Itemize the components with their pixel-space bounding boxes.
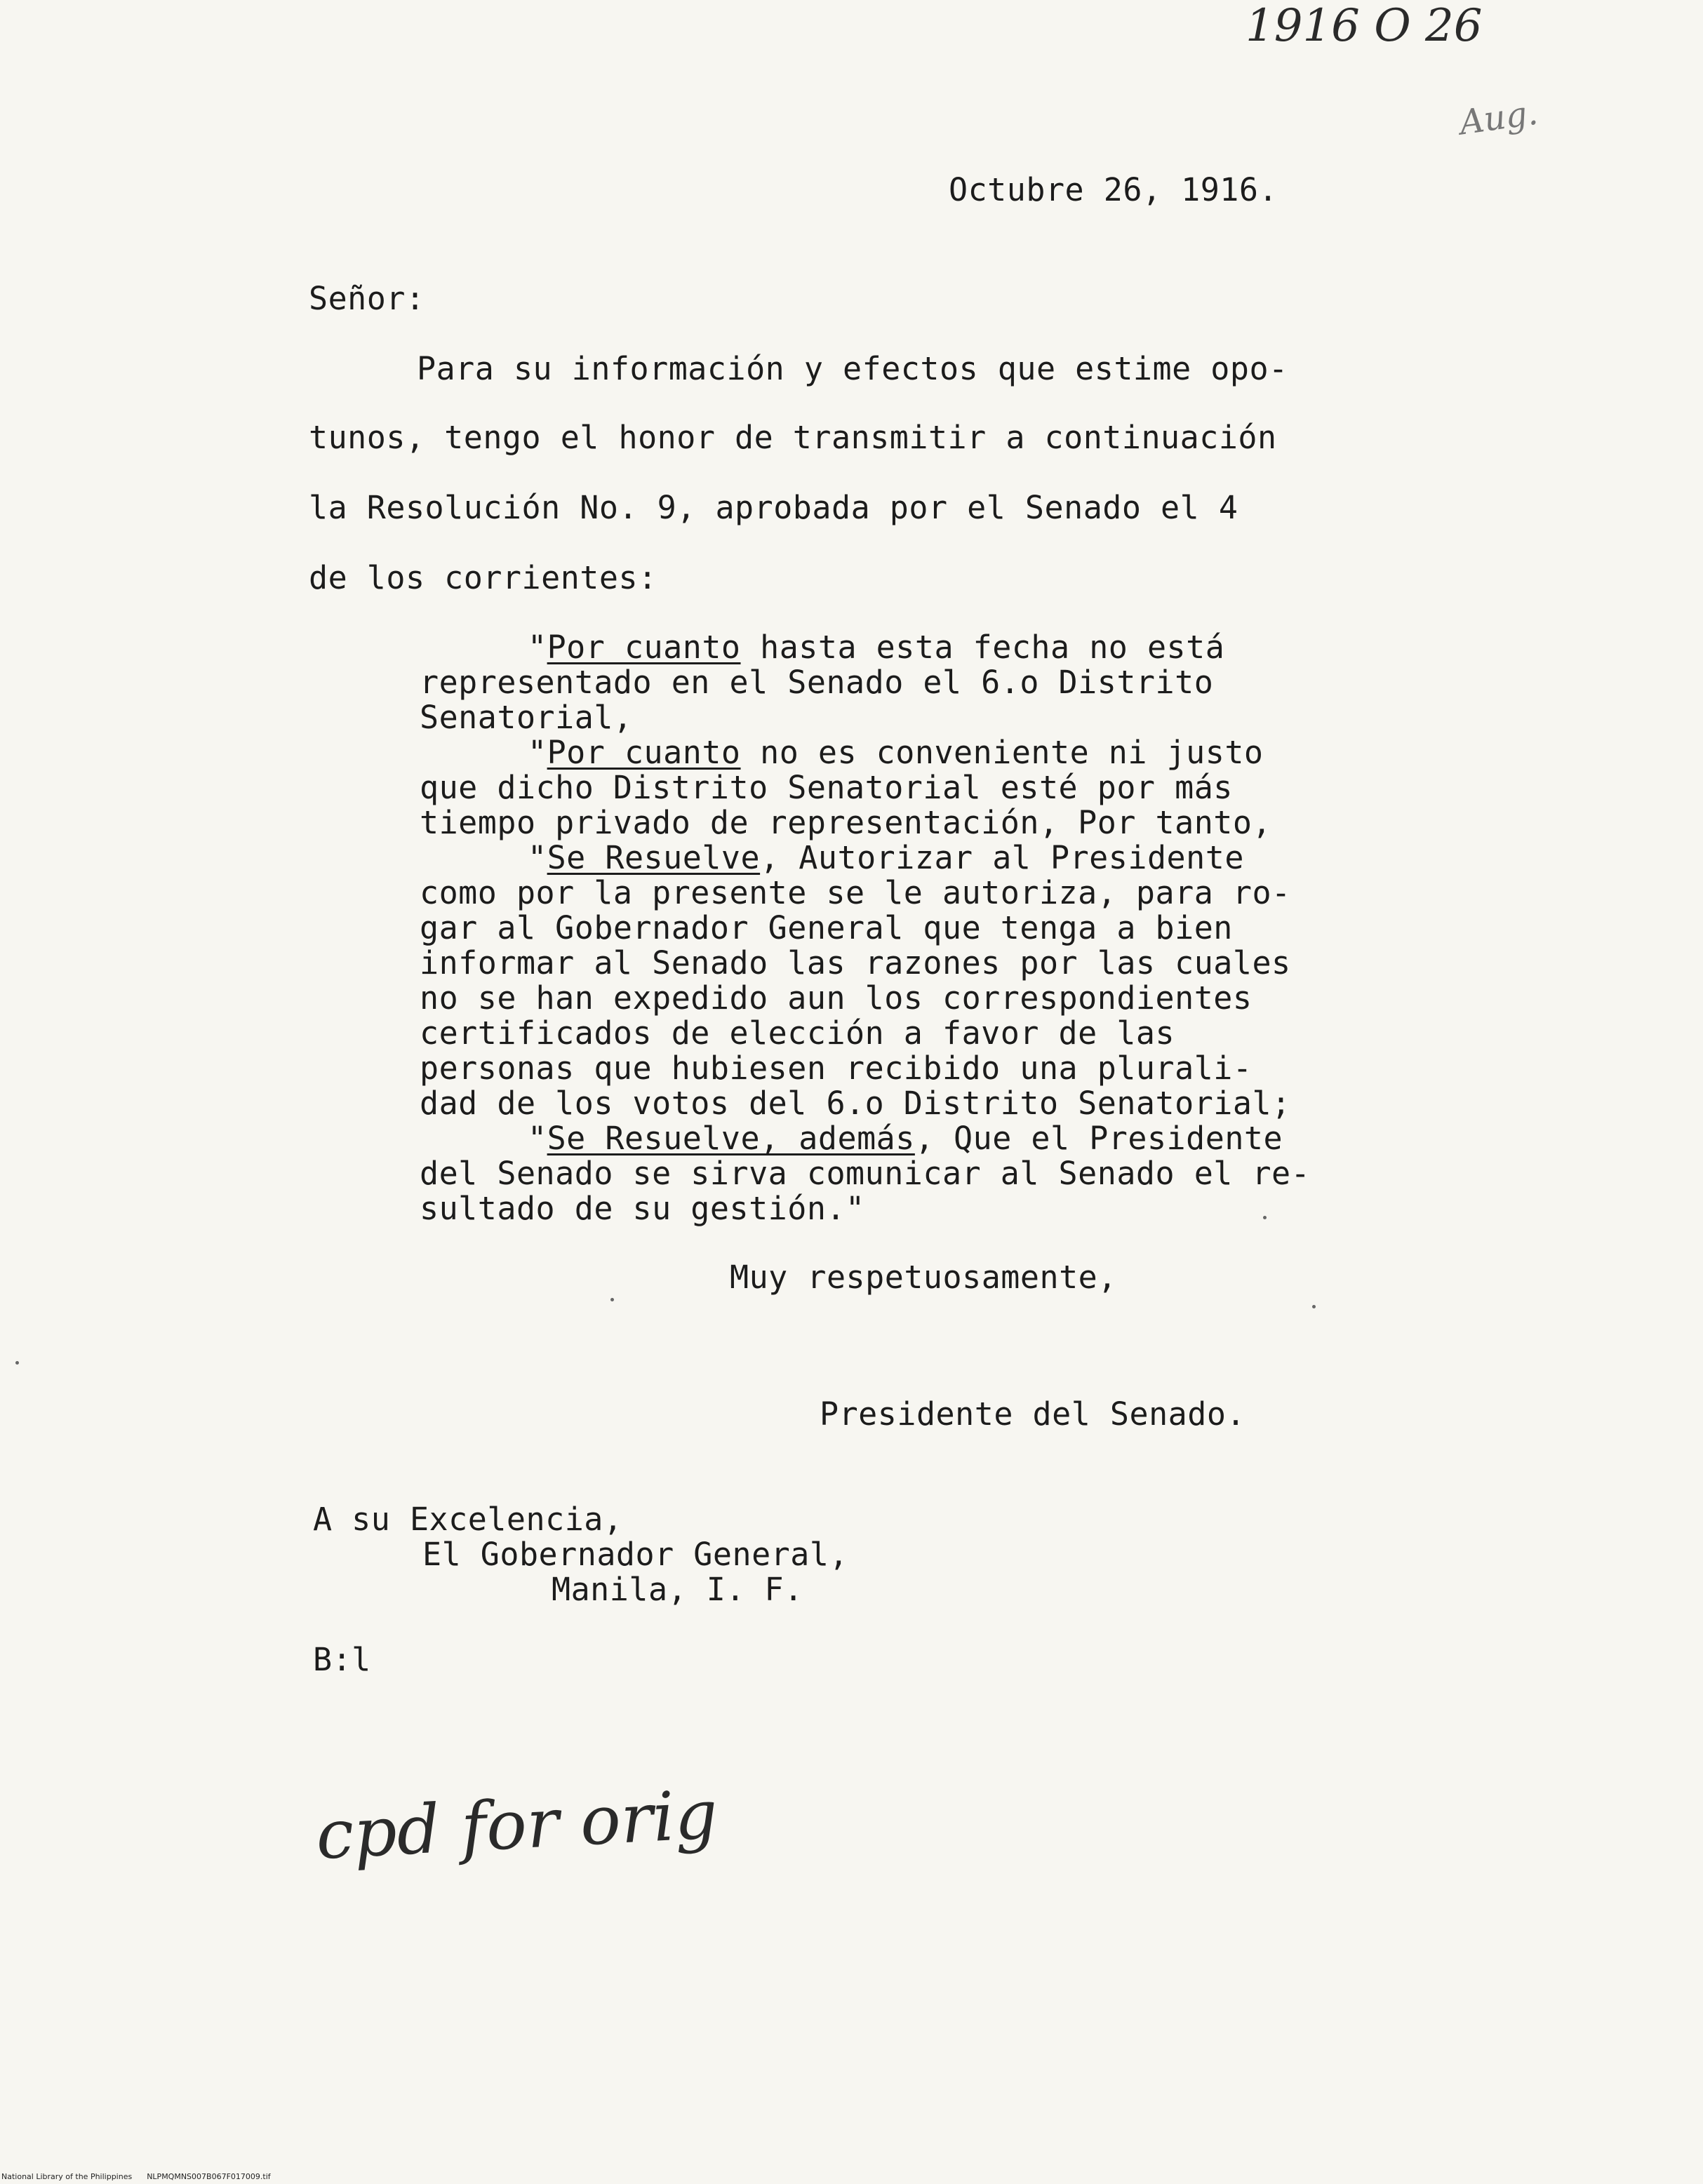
resolution-line: informar al Senado las razones por las cuales xyxy=(420,944,1291,982)
resolution-line: sultado de su gestión." xyxy=(420,1190,865,1227)
paper-speck xyxy=(15,1361,19,1365)
handwritten-copy-note: cpd for orig xyxy=(314,1775,720,1875)
paper-speck xyxy=(1263,1216,1267,1219)
resolution-line: como por la presente se le autoriza, para ro- xyxy=(420,874,1291,911)
resolution-clause: "Se Resuelve, Autorizar al Presidente xyxy=(528,839,1244,876)
scan-footer: National Library of the Philippines NLPMQMNS007B067F017009.tif xyxy=(1,2172,271,2181)
underlined-term: Se Resuelve xyxy=(547,839,761,876)
paper-speck xyxy=(1312,1305,1316,1308)
paper-speck xyxy=(610,1298,614,1301)
resolution-line: no se han expedido aun los correspondientes xyxy=(420,979,1253,1017)
address-line: El Gobernador General, xyxy=(422,1536,849,1573)
resolution-line: tiempo privado de representación, Por tanto, xyxy=(420,804,1272,841)
resolution-clause: "Se Resuelve, además, Que el Presidente xyxy=(528,1120,1283,1157)
resolution-line: del Senado se sirva comunicar al Senado el re- xyxy=(420,1155,1311,1192)
underlined-term: Se Resuelve, además xyxy=(547,1120,915,1157)
body-line: Para su información y efectos que estime opo- xyxy=(417,350,1288,387)
address-line: Manila, I. F. xyxy=(552,1571,803,1608)
underlined-term: Por cuanto xyxy=(547,629,741,666)
resolution-line: personas que hubiesen recibido una plurali- xyxy=(420,1050,1253,1087)
salutation: Señor: xyxy=(309,280,425,317)
handwritten-date-note: 1916 O 26 xyxy=(1245,0,1483,52)
reference-initials: B:l xyxy=(313,1641,371,1678)
resolution-line: representado en el Senado el 6.o Distrito xyxy=(420,664,1214,701)
resolution-line: certificados de elección a favor de las xyxy=(420,1014,1175,1052)
closing: Muy respetuosamente, xyxy=(730,1259,1117,1296)
resolution-clause: "Por cuanto no es conveniente ni justo xyxy=(528,734,1264,771)
resolution-line: Senatorial, xyxy=(420,699,633,736)
resolution-clause: "Por cuanto hasta esta fecha no está xyxy=(528,629,1225,666)
body-line: la Resolución No. 9, aprobada por el Senado el 4 xyxy=(309,489,1238,526)
resolution-line: que dicho Distrito Senatorial esté por más xyxy=(420,769,1233,806)
body-line: tunos, tengo el honor de transmitir a continuación xyxy=(309,419,1277,456)
letter-date: Octubre 26, 1916. xyxy=(949,171,1278,208)
resolution-line: dad de los votos del 6.o Distrito Senatorial; xyxy=(420,1085,1291,1122)
handwritten-scribble: Aug. xyxy=(1457,93,1540,143)
resolution-line: gar al Gobernador General que tenga a bien xyxy=(420,909,1233,946)
body-line: de los corrientes: xyxy=(309,559,657,596)
underlined-term: Por cuanto xyxy=(547,734,741,771)
address-line: A su Excelencia, xyxy=(313,1501,623,1538)
signature-title: Presidente del Senado. xyxy=(820,1395,1246,1433)
